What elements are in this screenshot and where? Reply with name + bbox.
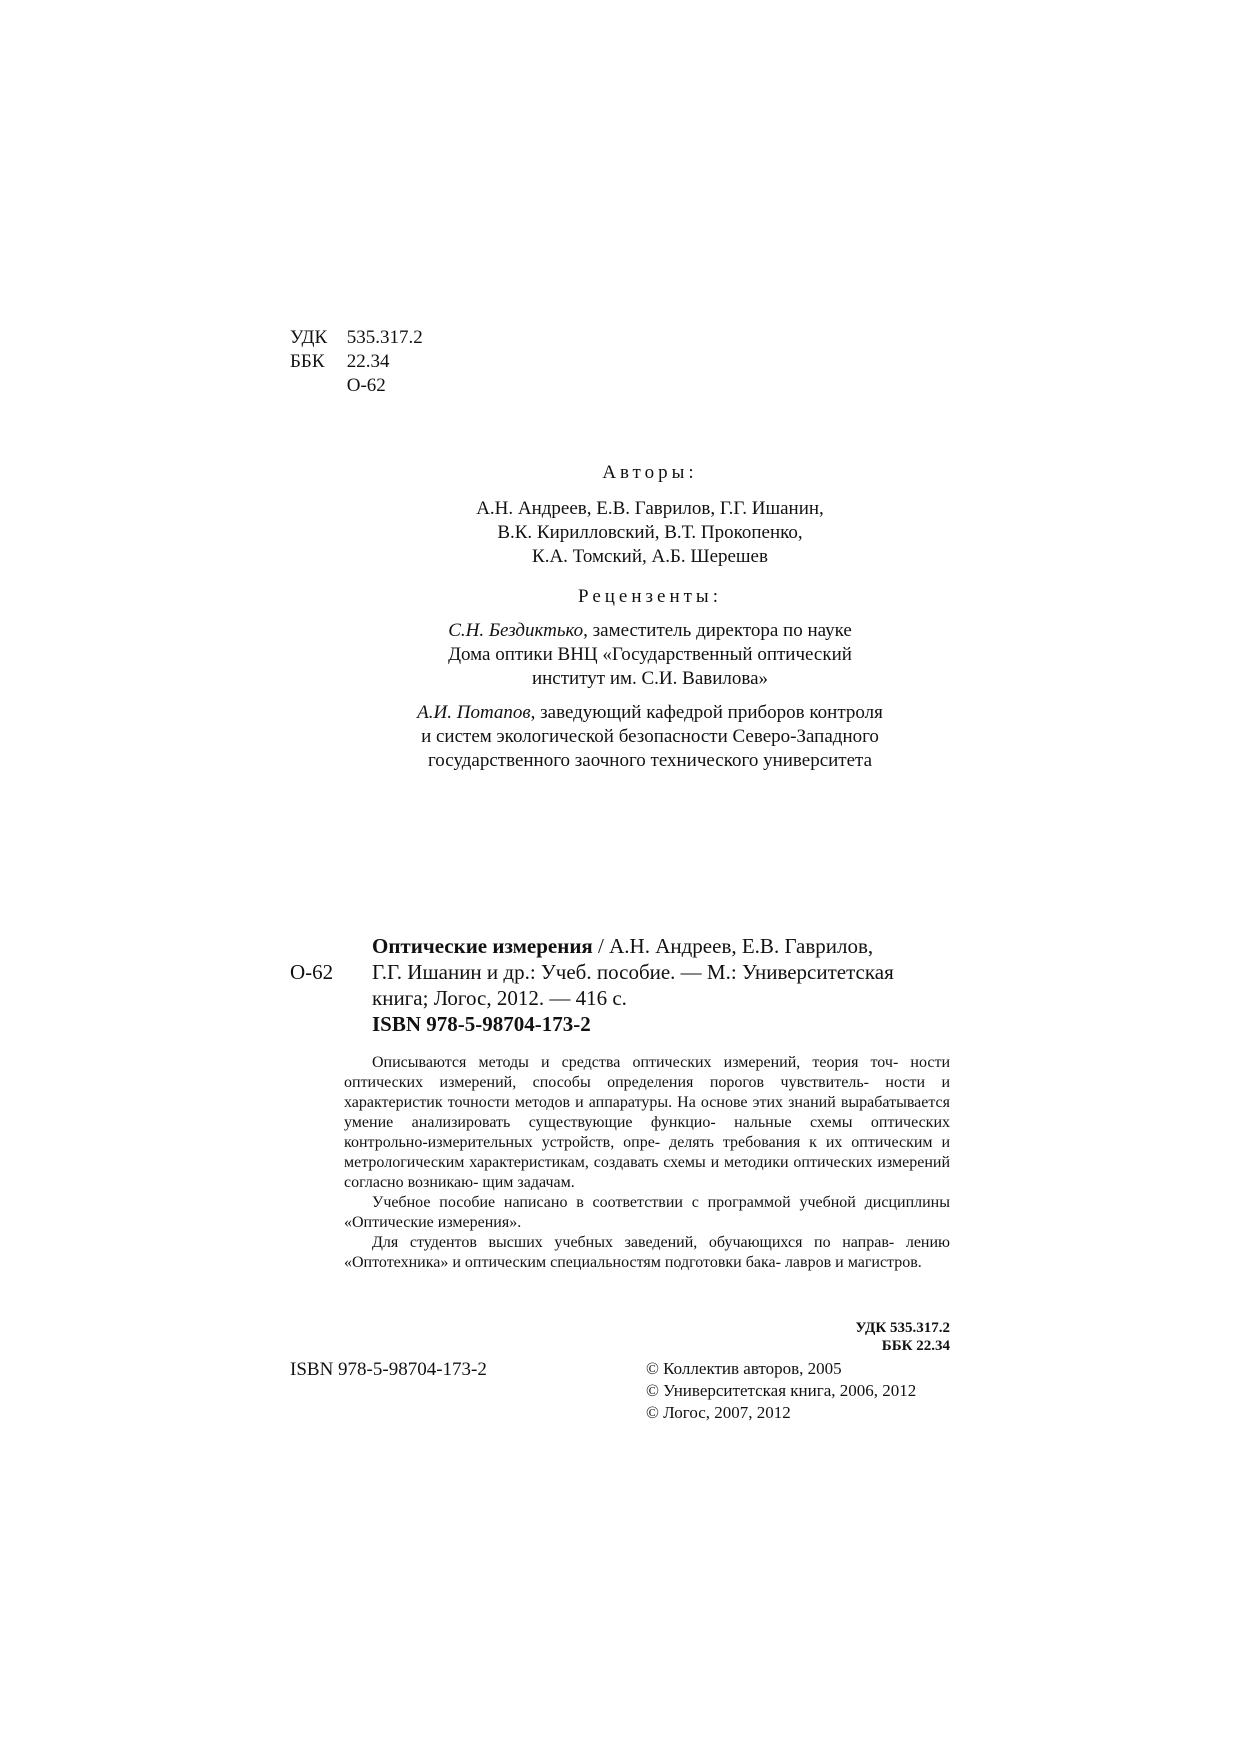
abstract-paragraph: Для студентов высших учебных заведений, обучающихся по направ- лению «Оптотехника» и оптическим специальностям подготовки бака- лавров и магистров. — [344, 1234, 950, 1271]
bbk-row — [290, 350, 423, 374]
biblio-line: Г.Г. Ишанин и др.: Учеб. пособие. — М.: Университетская — [372, 960, 894, 984]
biblio-isbn: ISBN 978-5-98704-173-2 — [372, 1012, 591, 1036]
copyright-line: © Коллектив авторов, 2005 — [646, 1359, 842, 1378]
classification-block — [290, 326, 423, 398]
udk-label: УДК — [290, 327, 328, 348]
reviewer-1-name: С.Н. Бездиктько — [448, 620, 584, 641]
reviewers-list — [330, 619, 970, 773]
reviewer-1-line: институт им. С.И. Вавилова» — [531, 668, 769, 689]
reviewers-heading: Рецензенты: — [578, 586, 722, 607]
abstract-paragraph: Учебное пособие написано в соответствии с программой учебной дисциплины «Оптические измерения». — [344, 1194, 950, 1231]
authors-line: К.А. Томский, А.Б. Шерешев — [532, 546, 768, 567]
reviewer-1-line: С.Н. Бездиктько, заместитель директора по науке — [448, 620, 852, 641]
abstract-paragraph: Описываются методы и средства оптических измерений, теория точ- ности оптических измерений, способы определения порогов чувствитель- ности и характеристик точности методов и аппаратуры. На основе этих знаний вырабатывается умение анализировать существующие функцио- нальные схемы оптических контрольно-измерительных устройств, опре- делять требования к их оптическим и метрологическим характеристикам, создавать схемы и методики оптических измерений согласно возникаю- щим задачам. — [344, 1054, 951, 1191]
book-title: Оптические измерения — [372, 934, 593, 958]
abstract — [344, 1053, 950, 1273]
authors-line: А.Н. Андреев, Е.В. Гаврилов, Г.Г. Ишанин, — [476, 498, 824, 519]
biblio-code: О-62 — [290, 960, 334, 984]
copyright-line: © Логос, 2007, 2012 — [646, 1403, 791, 1422]
biblio-line: Оптические измерения / А.Н. Андреев, Е.В. Гаврилов, — [372, 934, 874, 958]
biblio-entry — [372, 933, 950, 1011]
udk-value: 535.317.2 — [346, 327, 423, 348]
udk-row — [290, 326, 423, 350]
bbk-label: ББК — [290, 351, 325, 372]
footer-udk: УДК 535.317.2 — [855, 1320, 950, 1336]
reviewer-2-name: А.И. Потапов — [417, 702, 531, 723]
copyright-line: © Университетская книга, 2006, 2012 — [646, 1381, 917, 1400]
authors-list — [330, 497, 970, 569]
bbk-value: 22.34 — [346, 351, 390, 372]
reviewer-2-line: и систем экологической безопасности Северо-Западного — [421, 726, 879, 747]
reviewer-2-line: А.И. Потапов, заведующий кафедрой приборов контроля — [417, 702, 883, 723]
biblio-line: книга; Логос, 2012. — 416 с. — [372, 986, 627, 1010]
authors-line: В.К. Кирилловский, В.Т. Прокопенко, — [497, 522, 803, 543]
reviewer-1-line: Дома оптики ВНЦ «Государственный оптический — [448, 644, 852, 665]
author-mark: О-62 — [346, 375, 386, 396]
authors-heading: Авторы: — [602, 462, 698, 483]
isbn-bottom: ISBN 978-5-98704-173-2 — [290, 1359, 487, 1380]
reviewer-2-line: государственного заочного технического университета — [427, 750, 873, 771]
footer-bbk: ББК 22.34 — [881, 1338, 950, 1354]
author-mark-row — [290, 374, 423, 398]
footer-codes — [350, 1319, 950, 1355]
copyright-block — [646, 1358, 916, 1424]
